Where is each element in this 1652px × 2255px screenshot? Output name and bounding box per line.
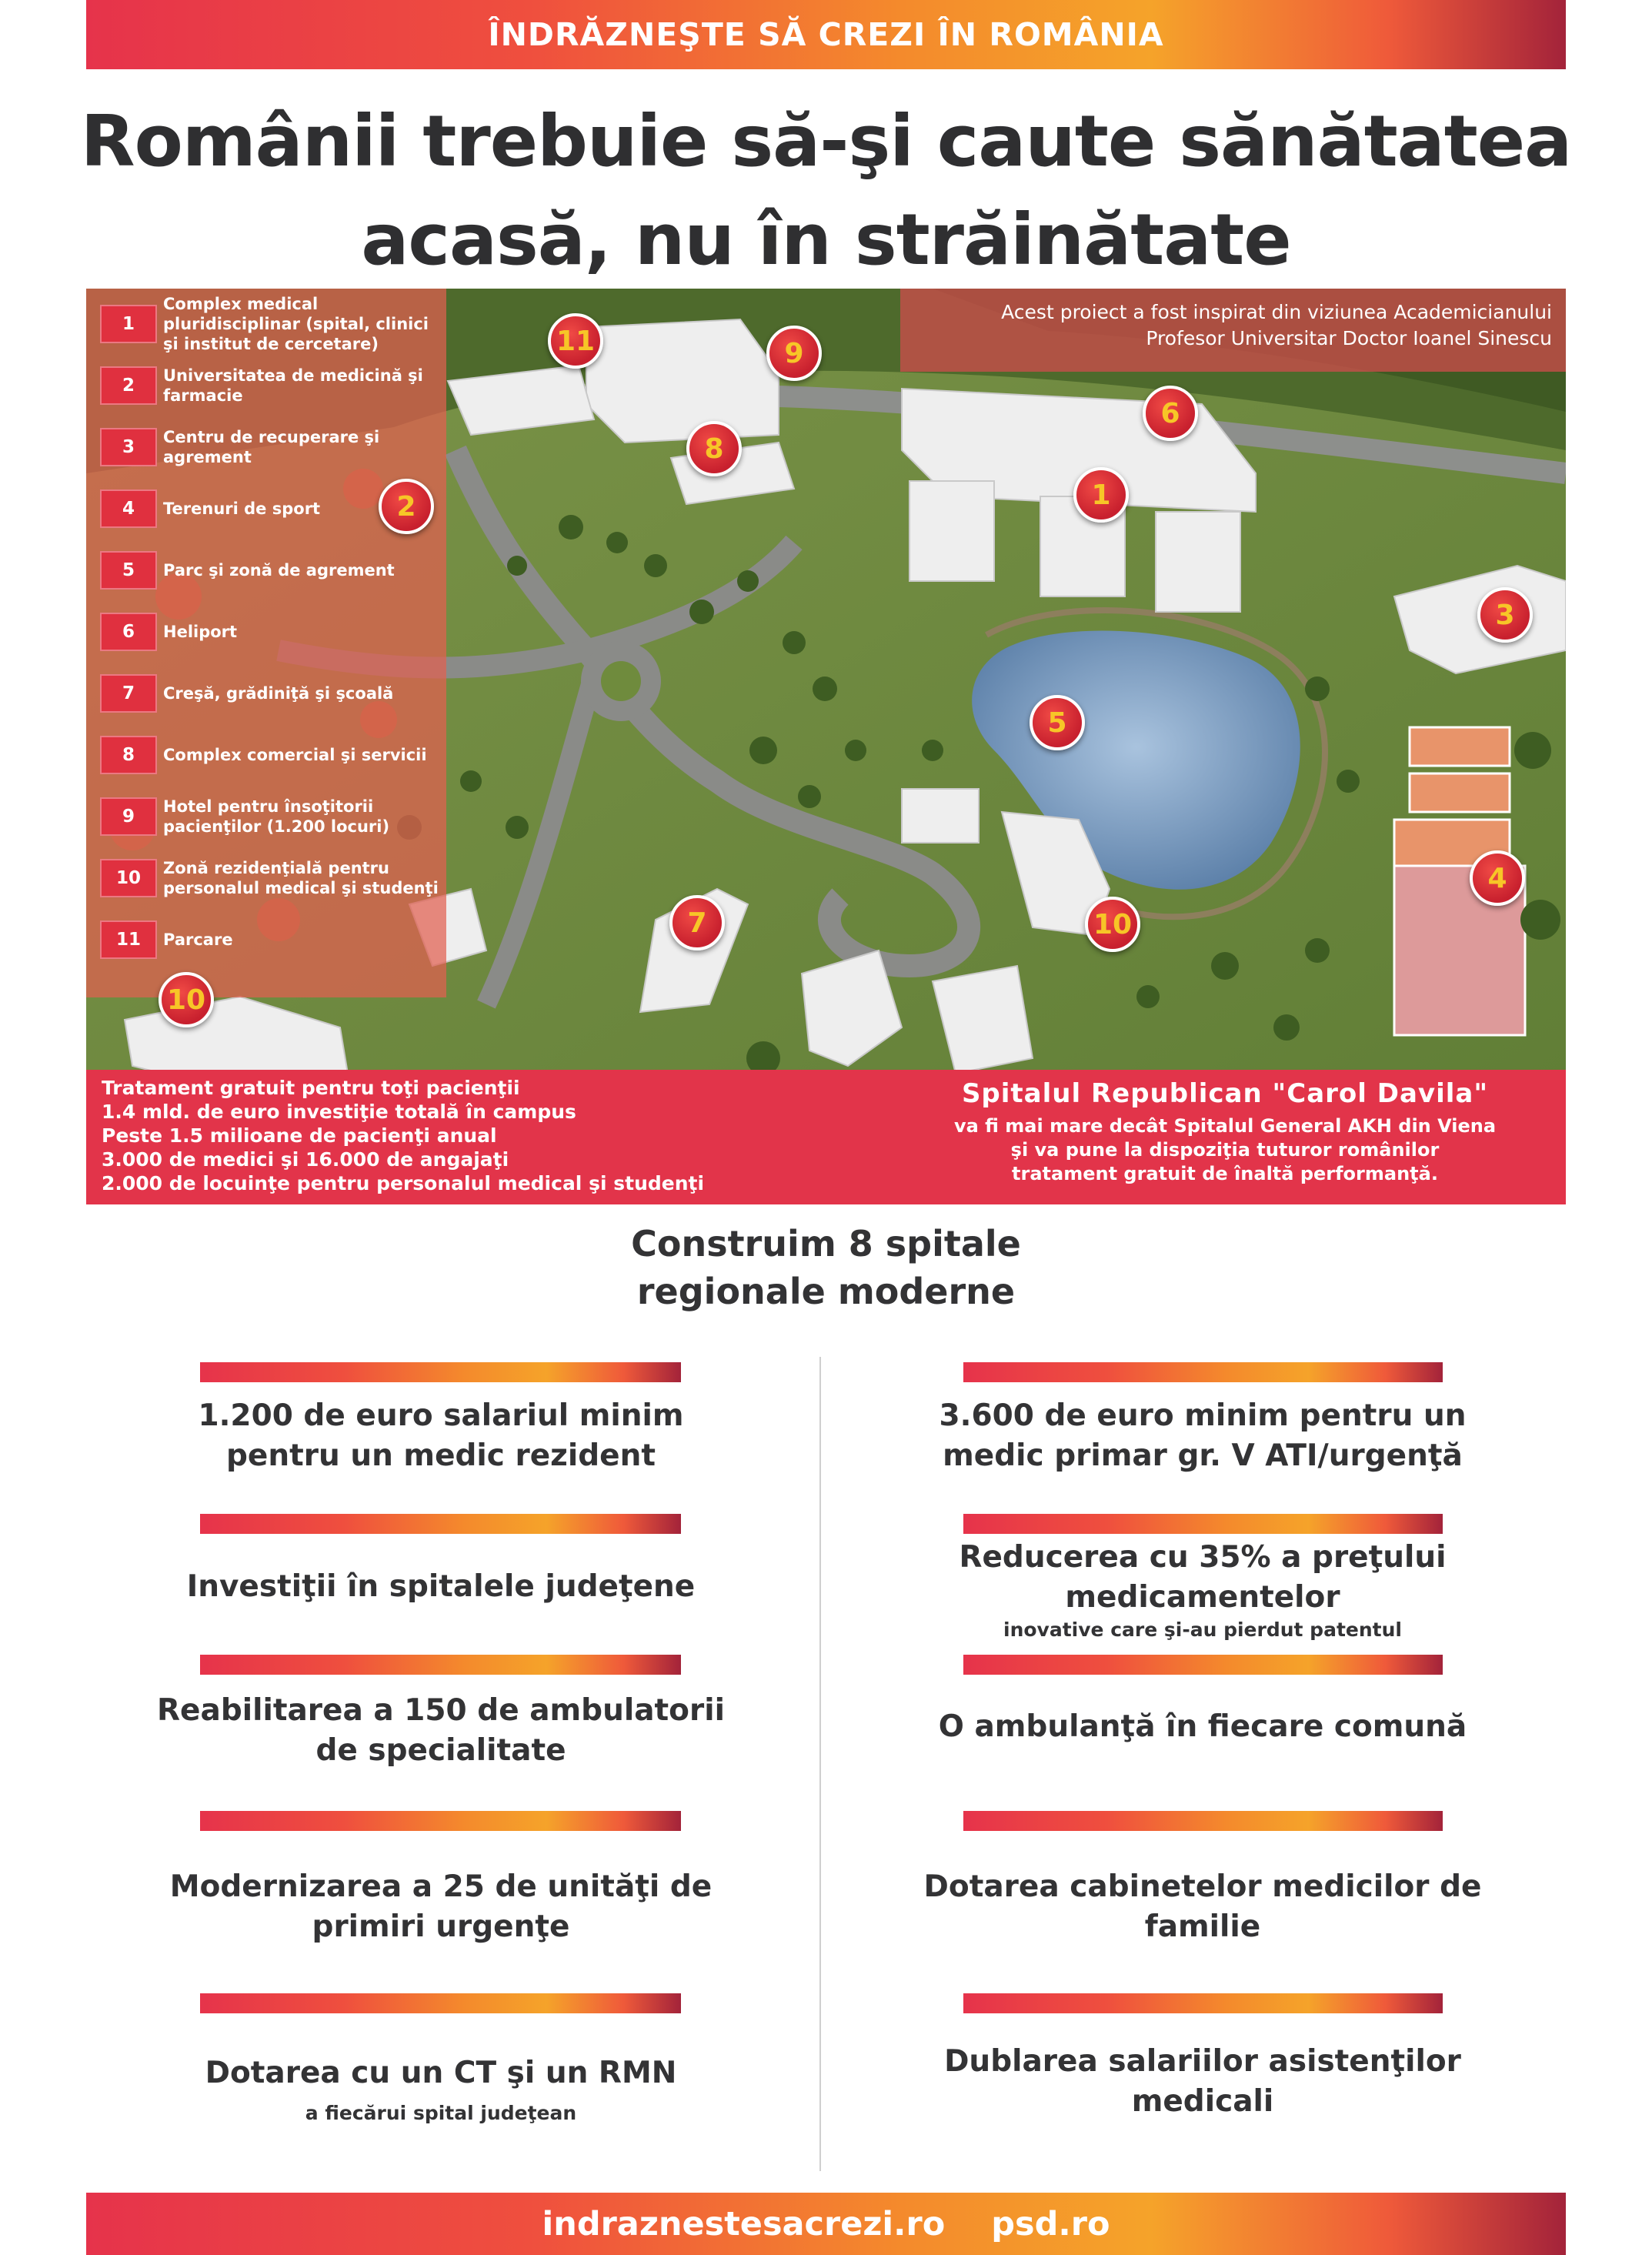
legend-number: 8 [100, 736, 157, 774]
left-item [95, 1396, 787, 1476]
item-subline: a fiecărui spital judeţean [305, 2102, 577, 2124]
legend-label: Terenuri de sport [163, 499, 321, 518]
fact-item: 3.000 de medici şi 16.000 de angajaţi [102, 1148, 509, 1171]
right-item [856, 1707, 1549, 1747]
legend-item [86, 540, 446, 601]
item-line: 3.600 de euro minim pentru un [939, 1398, 1467, 1433]
legend-item [86, 663, 446, 724]
facts-strip [86, 1070, 1566, 1204]
legend-label: Creşă, grădiniţă şi şcoală [163, 684, 394, 703]
legend-number: 9 [100, 797, 157, 836]
footer-link-site2[interactable]: psd.ro [991, 2204, 1110, 2243]
legend-number: 4 [100, 489, 157, 528]
item-line: Dotarea cu un CT şi un RMN [205, 2056, 677, 2090]
legend-number: 2 [100, 366, 157, 405]
inspiration-line2: Profesor Universitar Doctor Ioanel Sinescu [1146, 327, 1552, 349]
page-title-line1: Românii trebuie să-şi caute sănătatea [80, 100, 1572, 182]
legend-item [86, 724, 446, 786]
fact-item: 2.000 de locuinţe pentru personalul medical şi studenţi [102, 1172, 705, 1194]
inspiration-note [900, 289, 1566, 372]
legend-label: Zonă rezidenţială pentru personalul medical şi studenţi [163, 859, 439, 897]
item-line: 1.200 de euro salariul minim [198, 1398, 684, 1433]
footer [86, 2193, 1566, 2255]
hospital-desc-line3: tratament gratuit de înaltă performanţă. [1012, 1163, 1438, 1184]
legend-label: Parc şi zonă de agrement [163, 561, 395, 580]
legend-item [86, 909, 446, 970]
legend-label: Complex medical pluridisciplinar (spital, clinici şi institut de cercetare) [163, 295, 429, 353]
item-stripe [963, 1514, 1443, 1534]
legend-item [86, 786, 446, 847]
hospital-description [879, 1114, 1566, 1186]
fact-item: Tratament gratuit pentru toţi pacienţii [102, 1077, 520, 1099]
legend-item [86, 293, 446, 355]
legend-number: 6 [100, 613, 157, 651]
right-item [856, 2042, 1549, 2122]
legend-label: Heliport [163, 623, 238, 641]
column-divider [819, 1357, 821, 2171]
hospital-desc-line1: va fi mai mare decât Spitalul General AKH din Viena [953, 1115, 1497, 1137]
right-item [856, 1867, 1549, 1947]
hospital-desc-line2: şi va pune la dispoziţia tuturor românilor [1010, 1139, 1440, 1161]
item-line: familie [1144, 1909, 1261, 1944]
section-subtitle [0, 1220, 1652, 1315]
legend-label: Universitatea de medicină şi farmacie [163, 366, 423, 405]
item-line: primiri urgenţe [312, 1909, 570, 1944]
fact-item: 1.4 mld. de euro investiţie totală în campus [102, 1101, 576, 1123]
footer-link-site1[interactable]: indraznestesacrezi.ro [542, 2204, 946, 2243]
item-line: O ambulanţă în fiecare comună [938, 1709, 1467, 1744]
map-marker: 11 [548, 313, 603, 369]
item-line: Dotarea cabinetelor medicilor de [923, 1869, 1482, 1904]
map-marker: 10 [159, 972, 214, 1027]
legend-item [86, 847, 446, 909]
item-stripe [200, 1514, 681, 1534]
map-marker: 7 [669, 895, 725, 950]
legend-item [86, 416, 446, 478]
legend-item [86, 355, 446, 416]
hospital-name: Spitalul Republican "Carol Davila" [961, 1078, 1489, 1109]
legend-item [86, 601, 446, 663]
legend-number: 1 [100, 305, 157, 343]
map-marker: 2 [379, 479, 434, 534]
hospital-info [879, 1076, 1566, 1186]
legend-number: 5 [100, 551, 157, 590]
item-stripe [200, 1655, 681, 1675]
subtitle-line2: regionale moderne [636, 1271, 1016, 1312]
item-subline: inovative care şi-au pierdut patentul [1003, 1619, 1402, 1641]
right-item [856, 1396, 1549, 1476]
campus-rendering [86, 289, 1566, 1204]
item-stripe [963, 1993, 1443, 2013]
item-line: medicamentelor [1065, 1580, 1340, 1615]
campus-legend [86, 289, 446, 997]
item-stripe [963, 1811, 1443, 1831]
left-item [95, 1867, 787, 1947]
legend-number: 11 [100, 920, 157, 959]
map-marker: 8 [686, 421, 742, 476]
legend-number: 3 [100, 428, 157, 466]
right-item [856, 1538, 1549, 1642]
item-stripe [200, 1993, 681, 2013]
inspiration-line1: Acest proiect a fost inspirat din viziunea Academicianului [1001, 301, 1552, 323]
facts-list [102, 1076, 704, 1195]
item-stripe [963, 1362, 1443, 1382]
item-line: pentru un medic rezident [225, 1438, 656, 1473]
left-item [95, 2053, 787, 2126]
item-line: medic primar gr. V ATI/urgenţă [943, 1438, 1463, 1473]
item-line: medicali [1131, 2084, 1274, 2119]
page-title-line2: acasă, nu în străinătate [361, 199, 1291, 281]
page-title [46, 92, 1606, 289]
item-stripe [200, 1362, 681, 1382]
item-stripe [200, 1811, 681, 1831]
map-marker: 1 [1073, 467, 1129, 523]
legend-label: Centru de recuperare şi agrement [163, 428, 380, 466]
map-marker: 5 [1030, 695, 1085, 750]
subtitle-line1: Construim 8 spitale [631, 1223, 1021, 1264]
item-line: de specialitate [315, 1733, 566, 1768]
legend-number: 10 [100, 859, 157, 897]
map-marker: 4 [1470, 850, 1525, 906]
item-line: Reabilitarea a 150 de ambulatorii [157, 1693, 725, 1728]
top-banner: ÎNDRĂZNEŞTE SĂ CREZI ÎN ROMÂNIA [488, 16, 1164, 53]
left-item [95, 1567, 787, 1607]
item-line: Modernizarea a 25 de unităţi de [169, 1869, 713, 1904]
item-line: Investiţii în spitalele judeţene [186, 1569, 696, 1604]
legend-number: 7 [100, 674, 157, 713]
item-line: Dublarea salariilor asistenţilor [944, 2044, 1461, 2079]
map-marker: 9 [766, 326, 822, 381]
fact-item: Peste 1.5 milioane de pacienţi anual [102, 1124, 497, 1147]
legend-label: Hotel pentru însoţitorii pacienţilor (1.200 locuri) [163, 797, 390, 836]
legend-label: Complex comercial şi servicii [163, 746, 427, 764]
map-marker: 3 [1477, 587, 1533, 643]
item-line: Reducerea cu 35% a preţului [959, 1540, 1447, 1575]
map-marker: 6 [1143, 386, 1198, 441]
left-item [95, 1691, 787, 1771]
legend-label: Parcare [163, 930, 233, 949]
item-stripe [963, 1655, 1443, 1675]
map-marker: 10 [1085, 897, 1140, 952]
